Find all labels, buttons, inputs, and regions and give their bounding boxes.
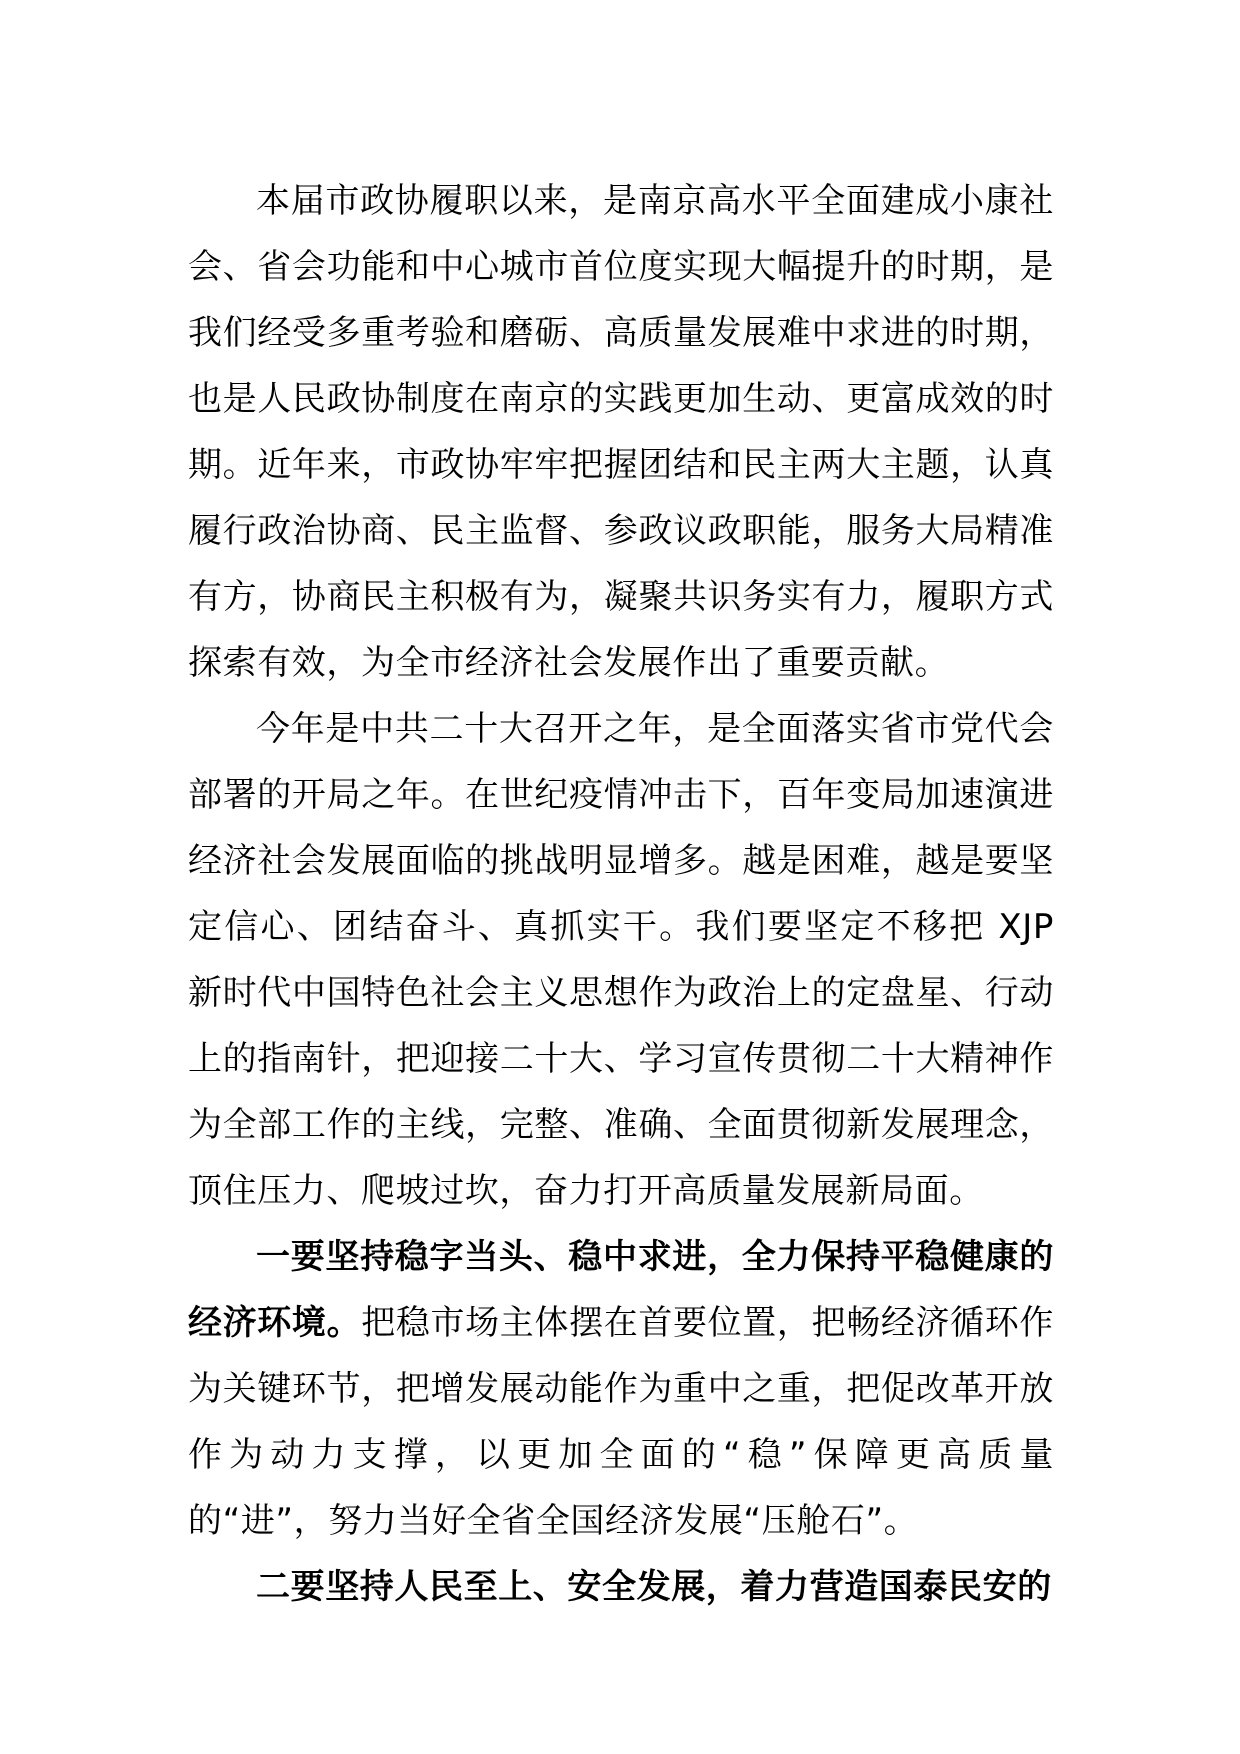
paragraph-1-text: 本届市政协履职以来，是南京高水平全面建成小康社会、省会功能和中心城市首位度实现大幅提升的时期，是我们经受多重考验和磨砺、高质量发展难中求进的时期，也是人民政协制度在南京的实践更加生动、更富成效的时期。近年来，市政协牢牢把握团结和民主两大主题，认真履行政治协商、民主监督、参政议政职能，服务大局精准有方，协商民主积极有为，凝聚共识务实有力，履职方式探索有效，为全市经济社会发展作出了重要贡献。 [188,181,1054,683]
paragraph-3 [188,1224,1054,1554]
paragraph-2-text: 今年是中共二十大召开之年，是全面落实省市党代会部署的开局之年。在世纪疫情冲击下，百年变局加速演进经济社会发展面临的挑战明显增多。越是困难，越是要坚定信心、团结奋斗、真抓实干。我们要坚定不移把 XJP 新时代中国特色社会主义思想作为政治上的定盘星、行动上的指南针，把迎接二十大、学习宣传贯彻二十大精神作为全部工作的主线，完整、准确、全面贯彻新发展理念，顶住压力、爬坡过坎，奋力打开高质量发展新局面。 [188,709,1054,1211]
paragraph-3-text: 把稳市场主体摆在首要位置，把畅经济循环作为关键环节，把增发展动能作为重中之重，把促改革开放作为动力支撑，以更加全面的“稳”保障更高质量的“进”，努力当好全省全国经济发展“压舱石”。 [188,1303,1055,1541]
paragraph-3-lead: 一要坚持稳字当头、稳中求进，全力保持平稳健康的经济环境。 [188,1237,1054,1343]
paragraph-4 [188,1554,1054,1620]
document-body [188,168,1054,1620]
paragraph-1 [188,168,1054,696]
paragraph-2 [188,696,1054,1224]
paragraph-4-lead: 二要坚持人民至上、安全发展，着力营造国泰民安的 [256,1567,1052,1607]
